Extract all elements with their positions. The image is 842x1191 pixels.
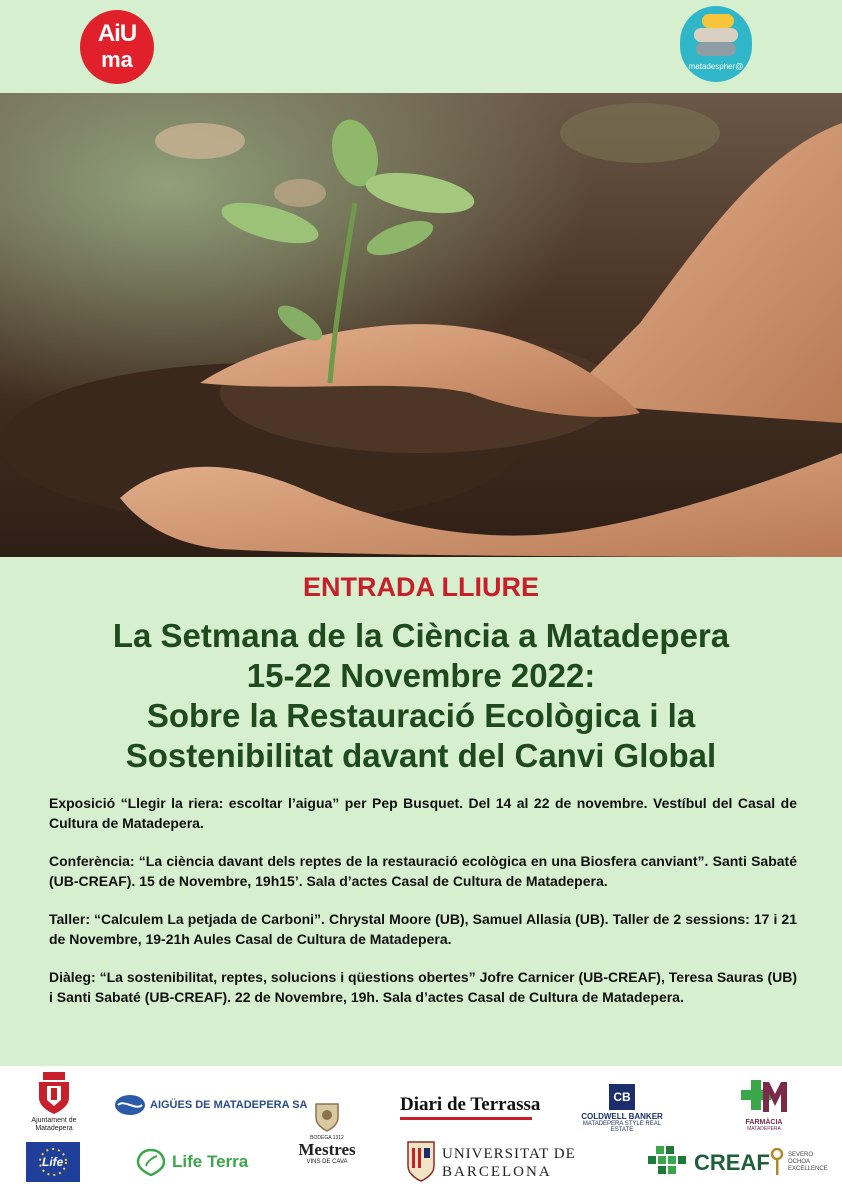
mestres-sublabel: VINS DE CAVA (306, 1159, 348, 1165)
lifeterra-logo (136, 1148, 266, 1178)
ajuntament-logo (22, 1072, 86, 1133)
diari-underline (400, 1117, 532, 1120)
title-line-3: Sobre la Restauració Ecològica i la (146, 697, 696, 734)
creaf-logo (648, 1146, 768, 1180)
creaf-label: CREAF (694, 1150, 770, 1175)
title-line-4: Sostenibilitat davant del Canvi Global (125, 737, 717, 774)
logo-stone-2 (694, 28, 738, 42)
hero-photo-seedling-hands (0, 93, 842, 557)
ub-line1: UNIVERSITAT DE (442, 1146, 576, 1162)
matadesphera-logo (680, 6, 752, 82)
diari-label: Diari de Terrassa (400, 1094, 541, 1115)
event-conference: Conferència: “La ciència davant dels reptes de la restauració ecològica en una Biosfera canviant”. Santi Sabaté (UB-CREAF). 15 de Novembre, 19h15’. Sala d’actes Casal de Cultura de Matadepera. (49, 853, 797, 889)
severo-ochoa-label: SEVERO OCHOA EXCELLENCE (788, 1152, 828, 1172)
title-line-2: 15-22 Novembre 2022: (246, 657, 596, 694)
coldwell-sublabel: MATADEPERA STYLE REAL ESTATE (582, 1121, 662, 1133)
eu-life-logo (26, 1142, 80, 1182)
header-band (0, 0, 842, 93)
lifeterra-label: Life Terra (172, 1152, 249, 1171)
seedling-photo-illustration (0, 93, 842, 557)
ub-shield-icon (406, 1140, 436, 1182)
coldwell-logo (574, 1084, 670, 1133)
coldwell-label: COLDWELL BANKER (581, 1112, 663, 1121)
water-drop-icon (114, 1094, 146, 1116)
event-title (0, 616, 842, 776)
farmacia-label: FARMÀCIA (745, 1119, 783, 1126)
ub-logo (406, 1140, 576, 1186)
ajuntament-label: Ajuntament de Matadepera (31, 1117, 77, 1132)
mestres-crest-icon (312, 1100, 342, 1132)
mestres-label: Mestres (298, 1140, 356, 1159)
free-entry-banner: ENTRADA LLIURE (303, 572, 539, 602)
coat-of-arms-icon (37, 1072, 71, 1114)
sponsor-logos-band (0, 1066, 842, 1191)
aiuma-logo-line1: AiU (97, 20, 137, 47)
event-dialogue: Diàleg: “La sostenibilitat, reptes, solucions i qüestions obertes” Jofre Carnicer (UB-CREAF), Teresa Sauras (UB) i Santi Sabaté (UB-CREAF). 22 de Novembre, 19h. Sala d’actes Casal de Cultura de Matadepera. (49, 969, 797, 1005)
event-exhibition: Exposició “Llegir la riera: escoltar l’aigua” per Pep Busquet. Del 14 al 22 de novembre. Vestíbul del Casal de Cultura de Matadepera. (49, 795, 797, 831)
creaf-pixel-tree-icon (648, 1146, 688, 1180)
mestres-toplabel: BODEGA 1312 (310, 1135, 344, 1141)
pharmacy-cross-icon (741, 1078, 787, 1116)
eu-life-label: Life (42, 1155, 64, 1169)
farmacia-sublabel: MATADEPERA (747, 1126, 781, 1132)
aigues-logo (114, 1094, 308, 1118)
ub-line2: BARCELONA (442, 1164, 552, 1180)
title-line-1: La Setmana de la Ciència a Matadepera (112, 617, 730, 654)
aiuma-logo (80, 10, 154, 84)
event-workshop: Taller: “Calculem La petjada de Carboni”. Chrystal Moore (UB), Samuel Allasia (UB). Taller de 2 sessions: 17 i 21 de Novembre, 19-21h Aules Casal de Cultura de Matadepera. (49, 911, 797, 947)
diari-logo (400, 1094, 540, 1120)
severo-ochoa-logo (770, 1148, 836, 1178)
matadesphera-logo-text: matadespher@ (688, 62, 744, 71)
farmacia-logo (734, 1078, 794, 1132)
mestres-logo (290, 1100, 364, 1165)
leaf-pin-icon (136, 1148, 166, 1176)
aiuma-logo-line2: ma (101, 47, 133, 72)
aigues-label: AIGÜES DE MATADEPERA SA (150, 1099, 308, 1111)
key-icon (770, 1148, 784, 1176)
coldwell-cb-icon: CB (609, 1084, 635, 1110)
logo-stone-3 (696, 42, 736, 56)
logo-stone-1 (702, 14, 734, 28)
event-program (49, 794, 797, 1026)
